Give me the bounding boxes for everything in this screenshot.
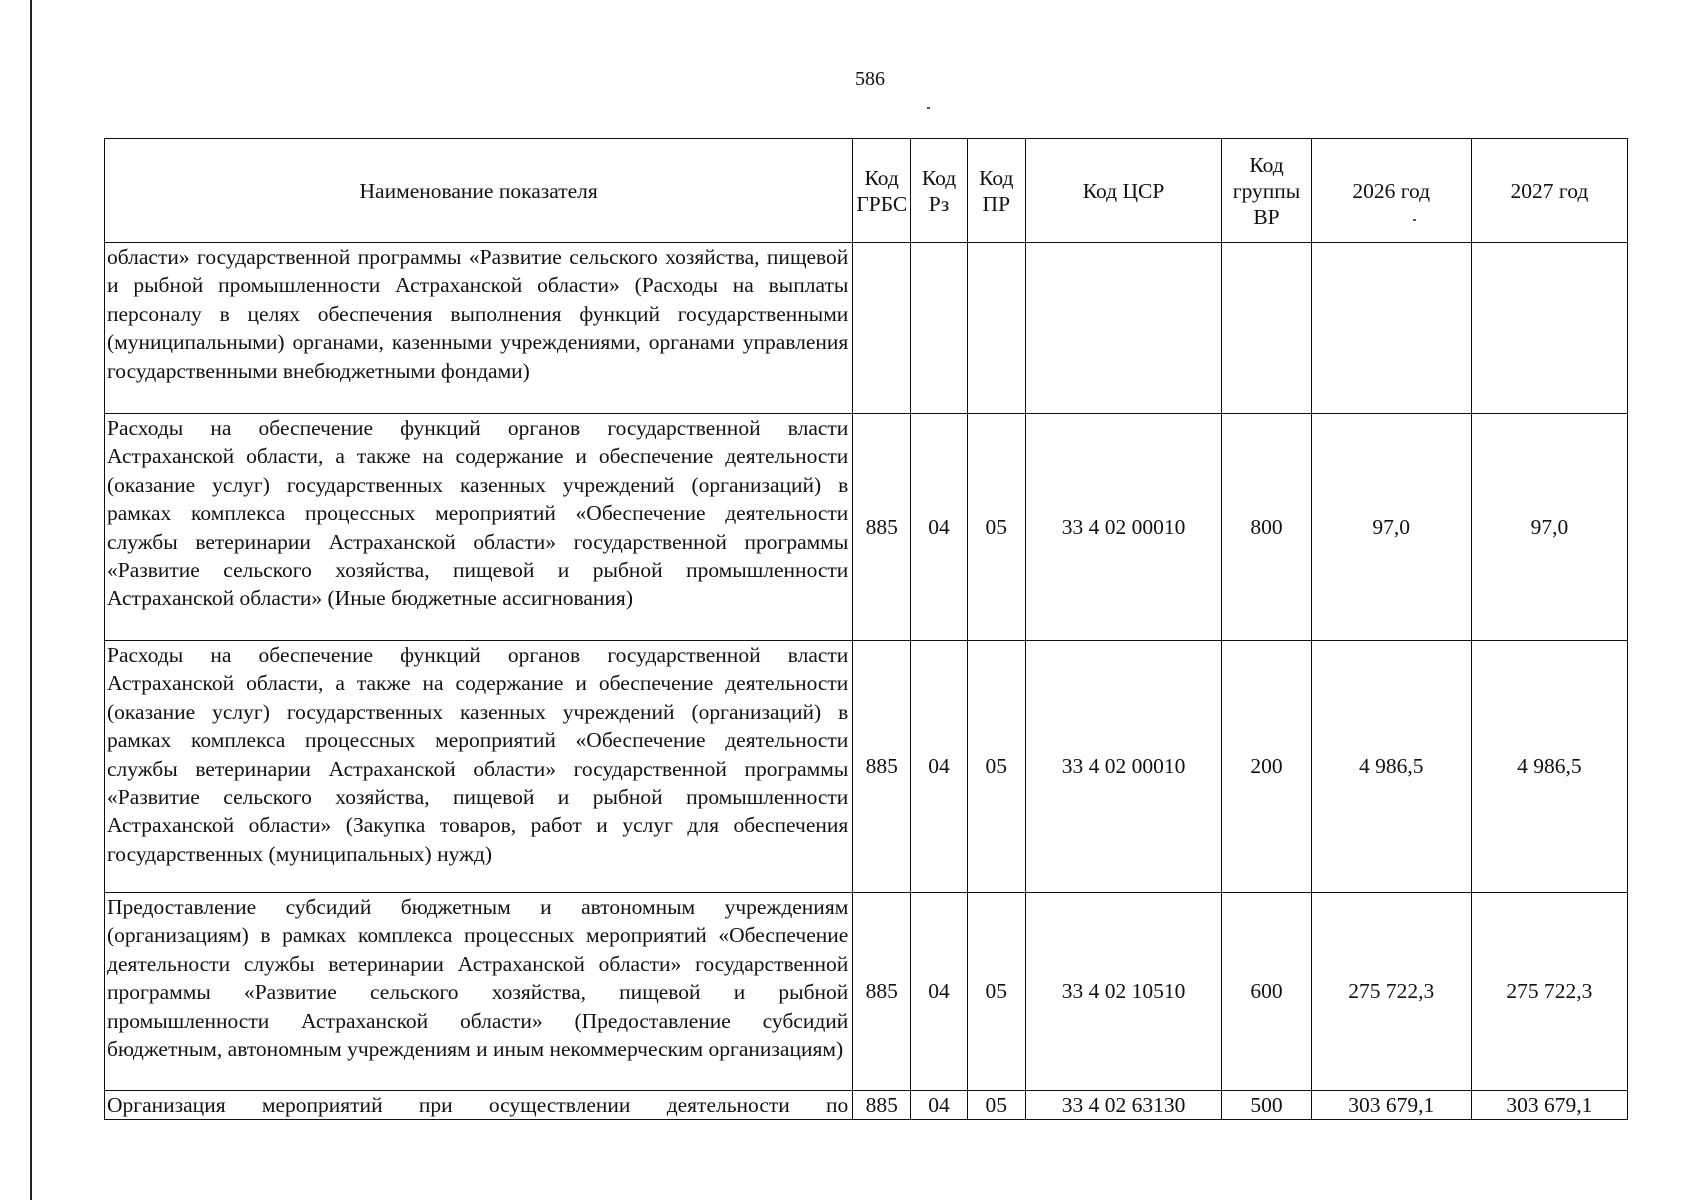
row-csr: 33 4 02 00010: [1025, 641, 1222, 893]
row-pr: 05: [967, 1091, 1025, 1120]
row-name: Расходы на обеспечение функций органов государственной власти Астраханской области, а также на содержание и обеспечение деятельности (оказание услуг) государственных казенных учреждений (организаций) в рамках комплекса процессных мероприятий «Обеспечение деятельности службы ветеринарии Астраханской области» государственной программы «Развитие сельского хозяйства, пищевой и рыбной промышленности Астраханской области» (Закупка товаров, работ и услуг для обеспечения государственных (муниципальных) нужд): [105, 641, 853, 893]
table-row: [105, 893, 1628, 1091]
table-row: [105, 1091, 1628, 1120]
row-grbs: [853, 243, 911, 414]
row-vr: 200: [1222, 641, 1311, 893]
header-rz: Код Рз: [911, 139, 968, 243]
row-pr: 05: [967, 893, 1025, 1091]
page-number: 586: [855, 68, 885, 90]
row-2027: 4 986,5: [1471, 641, 1627, 893]
header-vr: Код группы ВР: [1222, 139, 1311, 243]
row-grbs: 885: [853, 893, 911, 1091]
budget-table: [104, 138, 1628, 1120]
row-2027: [1471, 243, 1627, 414]
table-row: [105, 641, 1628, 893]
row-2026: 303 679,1: [1311, 1091, 1471, 1120]
row-rz: 04: [911, 1091, 968, 1120]
row-name: области» государственной программы «Развитие сельского хозяйства, пищевой и рыбной промышленности Астраханской области» (Расходы на выплаты персоналу в целях обеспечения выполнения функций государственными (муниципальными) органами, казенными учреждениями, органами управления государственными внебюджетными фондами): [105, 243, 853, 414]
row-vr: 800: [1222, 414, 1311, 641]
row-rz: 04: [911, 893, 968, 1091]
header-pr: Код ПР: [967, 139, 1025, 243]
scan-page-edge: [30, 0, 32, 1200]
row-vr: [1222, 243, 1311, 414]
row-pr: 05: [967, 414, 1025, 641]
header-name: Наименование показателя: [105, 139, 853, 243]
row-name: Расходы на обеспечение функций органов государственной власти Астраханской области, а также на содержание и обеспечение деятельности (оказание услуг) государственных казенных учреждений (организаций) в рамках комплекса процессных мероприятий «Обеспечение деятельности службы ветеринарии Астраханской области» государственной программы «Развитие сельского хозяйства, пищевой и рыбной промышленности Астраханской области» (Иные бюджетные ассигнования): [105, 414, 853, 641]
row-name: Организация мероприятий при осуществлении деятельности по: [105, 1091, 853, 1120]
header-grbs: Код ГРБС: [853, 139, 911, 243]
row-vr: 500: [1222, 1091, 1311, 1120]
row-rz: 04: [911, 641, 968, 893]
header-2026: 2026 год: [1311, 139, 1471, 243]
row-rz: [911, 243, 968, 414]
row-csr: 33 4 02 10510: [1025, 893, 1222, 1091]
row-2026: 275 722,3: [1311, 893, 1471, 1091]
row-2027: 97,0: [1471, 414, 1627, 641]
row-grbs: 885: [853, 414, 911, 641]
row-2026: 4 986,5: [1311, 641, 1471, 893]
row-2027: 303 679,1: [1471, 1091, 1627, 1120]
row-vr: 600: [1222, 893, 1311, 1091]
row-csr: 33 4 02 63130: [1025, 1091, 1222, 1120]
table-row: [105, 243, 1628, 414]
row-name: Предоставление субсидий бюджетным и автономным учреждениям (организациям) в рамках комплекса процессных мероприятий «Обеспечение деятельности службы ветеринарии Астраханской области» государственной программы «Развитие сельского хозяйства, пищевой и рыбной промышленности Астраханской области» (Предоставление субсидий бюджетным, автономным учреждениям и иным некоммерческим организациям): [105, 893, 853, 1091]
row-rz: 04: [911, 414, 968, 641]
row-2026: 97,0: [1311, 414, 1471, 641]
header-csr: Код ЦСР: [1025, 139, 1222, 243]
row-pr: 05: [967, 641, 1025, 893]
header-2027: 2027 год: [1471, 139, 1627, 243]
row-grbs: 885: [853, 641, 911, 893]
table-header-row: [105, 139, 1628, 243]
row-pr: [967, 243, 1025, 414]
table-row: [105, 414, 1628, 641]
row-csr: [1025, 243, 1222, 414]
row-grbs: 885: [853, 1091, 911, 1120]
row-csr: 33 4 02 00010: [1025, 414, 1222, 641]
row-2026: [1311, 243, 1471, 414]
row-2027: 275 722,3: [1471, 893, 1627, 1091]
scan-speck: [927, 107, 930, 109]
